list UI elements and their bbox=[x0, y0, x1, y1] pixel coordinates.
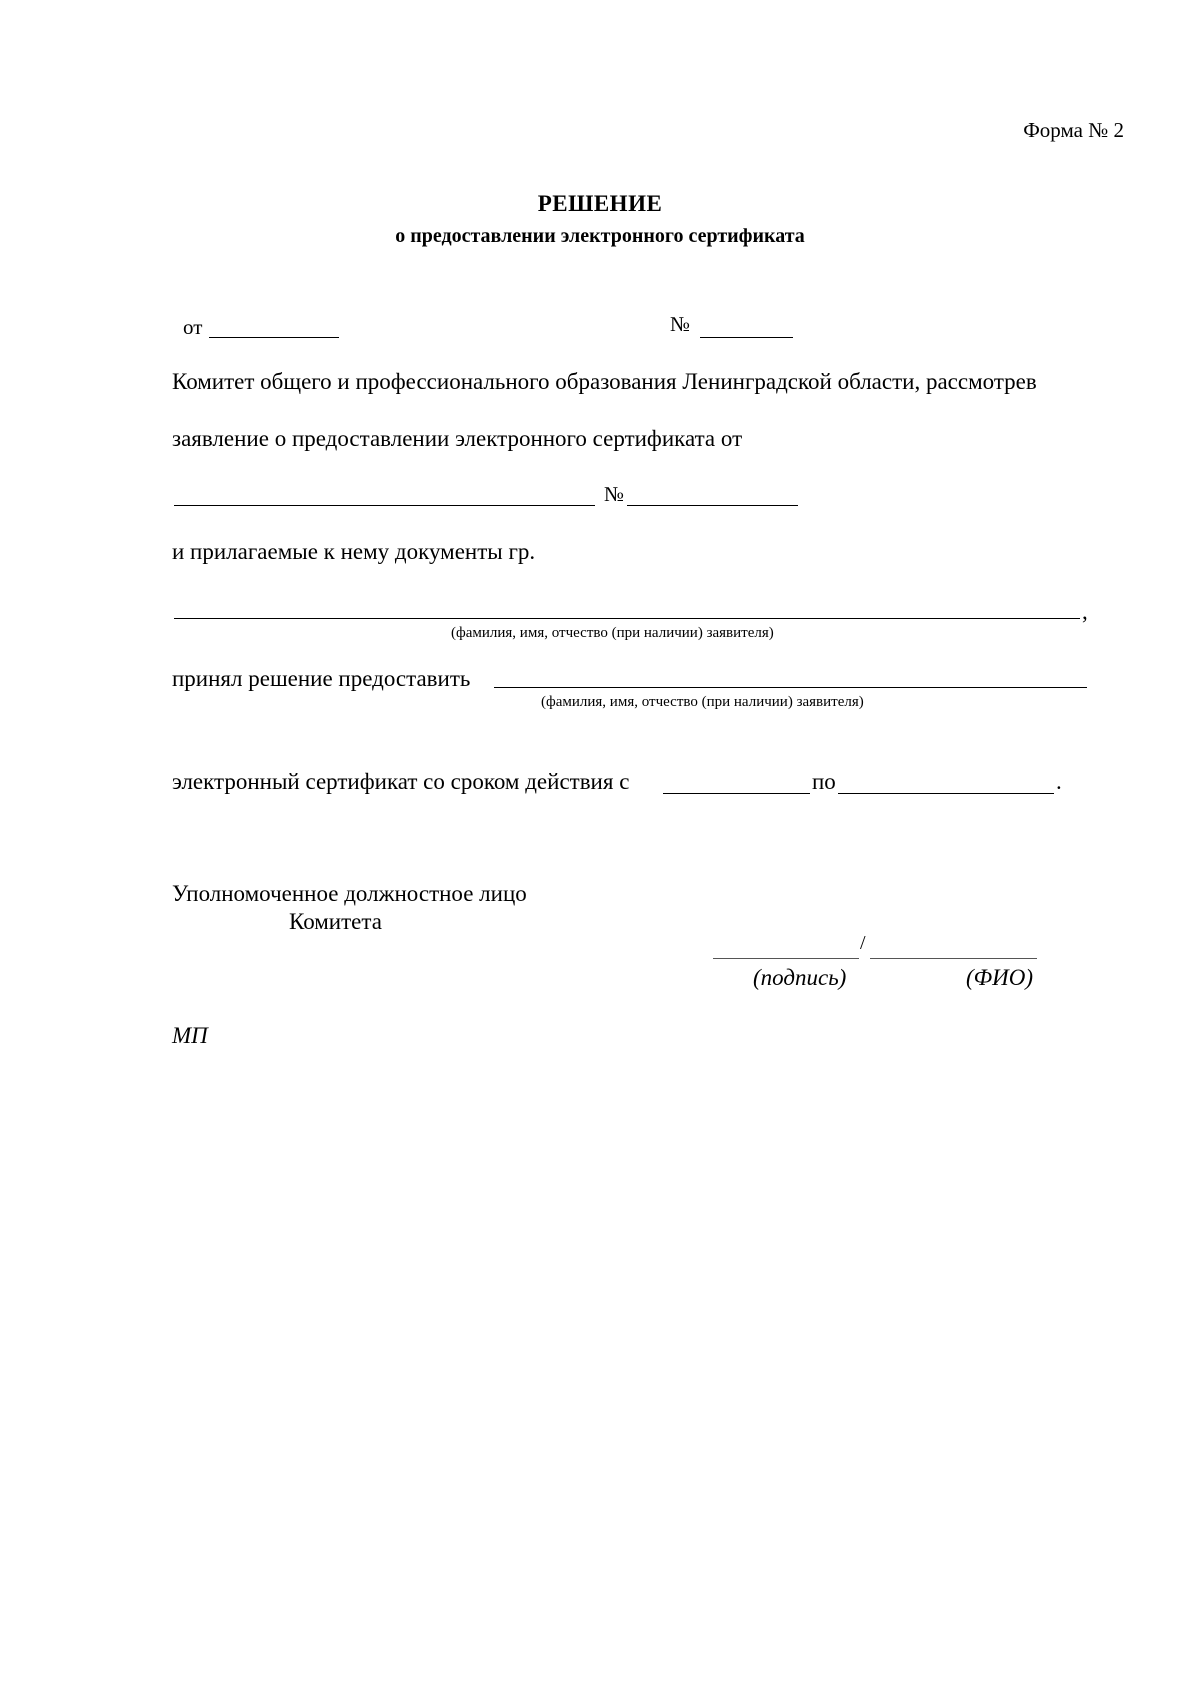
document-subtitle: о предоставлении электронного сертификата bbox=[395, 225, 805, 247]
body-line-application: заявление о предоставлении электронного сертификата от bbox=[172, 426, 743, 451]
signature-caption: (подпись) bbox=[753, 965, 847, 990]
validity-start-field[interactable] bbox=[663, 793, 810, 794]
applicant-name-caption: (фамилия, имя, отчество (при наличии) заявителя) bbox=[451, 625, 774, 641]
document-title: РЕШЕНИЕ bbox=[537, 191, 663, 216]
application-number-field[interactable] bbox=[627, 505, 798, 506]
decision-number-field[interactable] bbox=[700, 337, 793, 338]
body-line-decision: принял решение предоставить bbox=[172, 666, 471, 691]
application-number-prefix: № bbox=[604, 482, 625, 506]
decision-date-field[interactable] bbox=[209, 337, 339, 338]
form-number: Форма № 2 bbox=[1023, 118, 1124, 142]
validity-end-field[interactable] bbox=[838, 793, 1054, 794]
official-title-line-2: Комитета bbox=[289, 909, 382, 934]
number-prefix: № bbox=[670, 312, 691, 336]
body-line-validity: электронный сертификат со сроком действия с bbox=[172, 769, 630, 794]
signature-separator: / bbox=[860, 932, 866, 954]
body-line-documents: и прилагаемые к нему документы гр. bbox=[172, 539, 536, 564]
date-prefix: от bbox=[183, 315, 203, 339]
body-line-committee: Комитет общего и профессионального образования Ленинградской области, рассмотрев bbox=[172, 369, 1037, 394]
fio-field[interactable] bbox=[870, 958, 1037, 959]
recipient-name-caption: (фамилия, имя, отчество (при наличии) заявителя) bbox=[541, 694, 864, 710]
recipient-name-field[interactable] bbox=[494, 687, 1087, 688]
official-title-line-1: Уполномоченное должностное лицо bbox=[172, 881, 527, 906]
stamp-mark: МП bbox=[172, 1023, 208, 1048]
applicant-name-field[interactable] bbox=[174, 618, 1080, 619]
trailing-comma: , bbox=[1082, 599, 1088, 624]
validity-to-label: по bbox=[812, 769, 836, 794]
sentence-period: . bbox=[1056, 769, 1062, 794]
fio-caption: (ФИО) bbox=[966, 965, 1034, 990]
signature-field[interactable] bbox=[713, 958, 859, 959]
application-date-field[interactable] bbox=[174, 505, 595, 506]
